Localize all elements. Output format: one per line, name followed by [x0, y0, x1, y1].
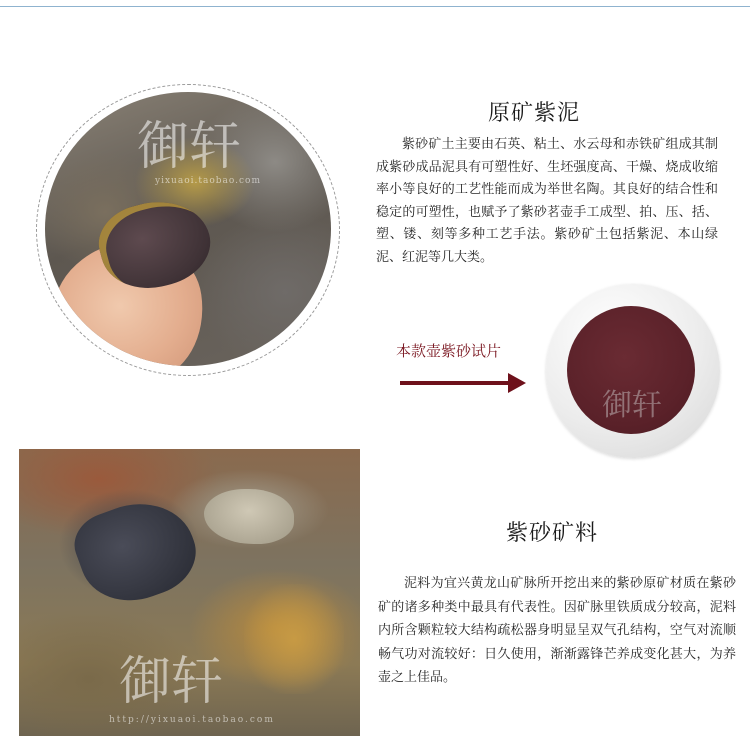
sample-label: 本款壶紫砂试片 — [396, 342, 502, 360]
quarry-photo — [19, 449, 360, 736]
arrow-right-icon — [400, 381, 512, 385]
brand-watermark: 御轩 — [137, 117, 242, 177]
url-watermark: yixuaoi.taobao.com — [155, 176, 262, 186]
section2-title: 紫砂矿料 — [506, 521, 599, 546]
quarry-url-watermark: http://yixuaoi.taobao.com — [109, 715, 275, 725]
pale-rock — [204, 489, 294, 544]
section1-paragraph: 紫砂矿土主要由石英、粘土、水云母和赤铁矿组成其制成紫砂成品泥具有可塑性好、生坯强度高、干燥、烧成收缩率小等良好的工艺性能而成为举世名陶。其良好的结合性和稳定的可塑性，也赋予了紫砂茗壶手工成型、拍、压、括、塑、镂、刻等多种工艺手法。紫砂矿土包括紫泥、本山绿泥、红泥等几大类。 — [376, 137, 718, 265]
arrow-head-icon — [508, 373, 526, 393]
top-divider — [0, 6, 750, 7]
disc-brand-watermark: 御轩 — [602, 388, 662, 423]
section2-paragraph: 泥料为宜兴黄龙山矿脉所开挖出来的紫砂原矿材质在紫砂矿的诸多种类中最具有代表性。因矿脉里铁质成分较高，泥料内所含颗粒较大结构疏松器身明显呈双气孔结构，空气对流顺畅气功对流较好：日久使用，渐渐露锋芒养成变化甚大，为养壶之上佳品。 — [378, 576, 736, 685]
dark-ore-rock — [66, 487, 207, 616]
ore-photo — [45, 92, 331, 366]
ochre-deposit — [244, 584, 344, 694]
quarry-brand-watermark: 御轩 — [119, 652, 224, 712]
section1-title: 原矿紫泥 — [488, 101, 581, 126]
